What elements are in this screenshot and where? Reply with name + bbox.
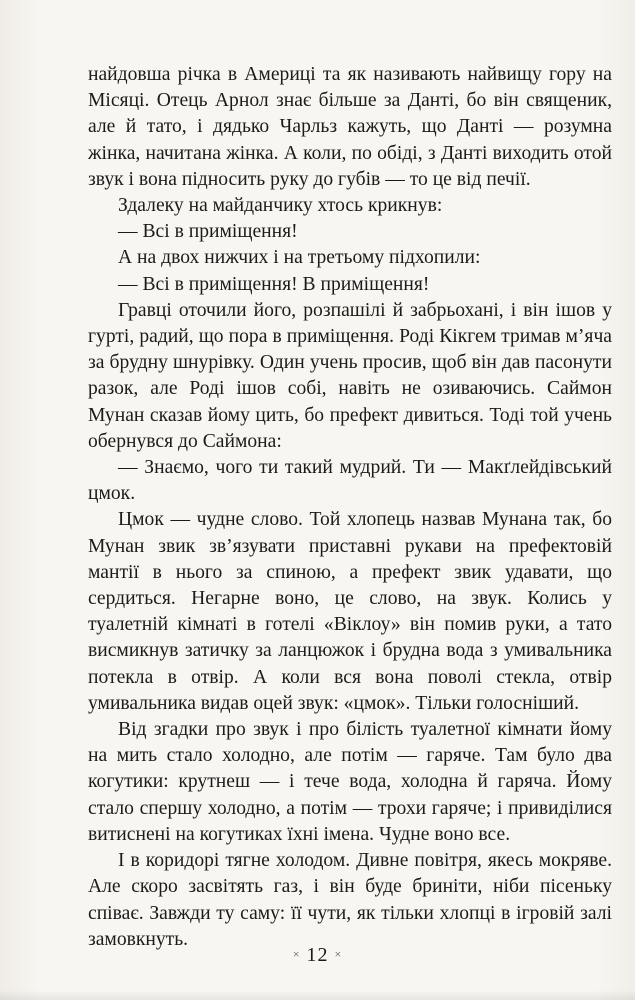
dialogue-line: — Всі в приміщення! <box>118 221 298 243</box>
page-number-ornament-left: × <box>292 947 301 961</box>
dialogue-line: — Всі в приміщення! В приміщення! <box>118 273 430 295</box>
paragraph: Цмок — чудне слово. Той хлопець назвав Мунана так, бо Мунан звик зв’язувати приставні рукави на префектовій мантії в нього за спиною, а префект звик удавати, що сердиться. Негарне воно, це слово, на звук. Колись у туалетній кімнаті в готелі «Віклоу» він помив руки, а тато висмикнув затичку за ланцюжок і брудна вода з умивальника потекла в отвір. А коли вся вона поволі стекла, отвір умивальника видав оцей звук: «цмок». Тільки голосніший. <box>88 509 612 714</box>
dialogue-line: — Знаємо, чого ти такий мудрий. Ти — Макґлейдівський цмок. <box>88 457 612 505</box>
page-number-ornament-right: × <box>334 947 343 961</box>
paragraph: Гравці оточили його, розпашілі й забрьохані, і він ішов у гурті, радий, що пора в приміщення. Роді Кікгем тримав м’яча за брудну шнурівку. Один учень просив, щоб він дав пасонути разок, але Роді ішов собі, навіть не озиваючись. Саймон Мунан сказав йому цить, бо префект дивиться. Тоді той учень обернувся до Саймона: <box>88 299 612 452</box>
body-text <box>88 62 612 953</box>
paragraph: А на двох нижчих і на третьому підхопили: <box>118 247 481 269</box>
paragraph: І в коридорі тягне холодом. Дивне повітря, якесь мокряве. Але скоро засвітять газ, і він буде бриніти, ніби пісеньку співає. Завжди ту саму: її чути, як тільки хлопці в ігровій залі замовкнуть. <box>88 850 612 950</box>
paragraph: найдовша річка в Америці та як називають найвищу гору на Місяці. Отець Арнол знає більше за Данті, бо він священик, але й тато, і дядько Чарльз кажуть, що Данті — розумна жінка, начитана жінка. А коли, по обіді, з Данті виходить отой звук і вона підносить руку до губів — то це від печії. <box>88 64 612 190</box>
page-number: 12 <box>306 944 329 966</box>
paragraph: Здалеку на майданчику хтось крикнув: <box>118 195 443 217</box>
page-edge-shadow <box>0 990 635 1000</box>
paragraph: Від згадки про звук і про білість туалетної кімнати йому на мить стало холодно, але потім — гаряче. Там було два когутики: крутнеш — і тече вода, холодна й гаряча. Йому стало спершу холодно, а потім — трохи гаряче; і привиділися витиснені на когутиках їхні імена. Чудне воно все. <box>88 719 612 845</box>
page-number-footer <box>0 944 635 967</box>
